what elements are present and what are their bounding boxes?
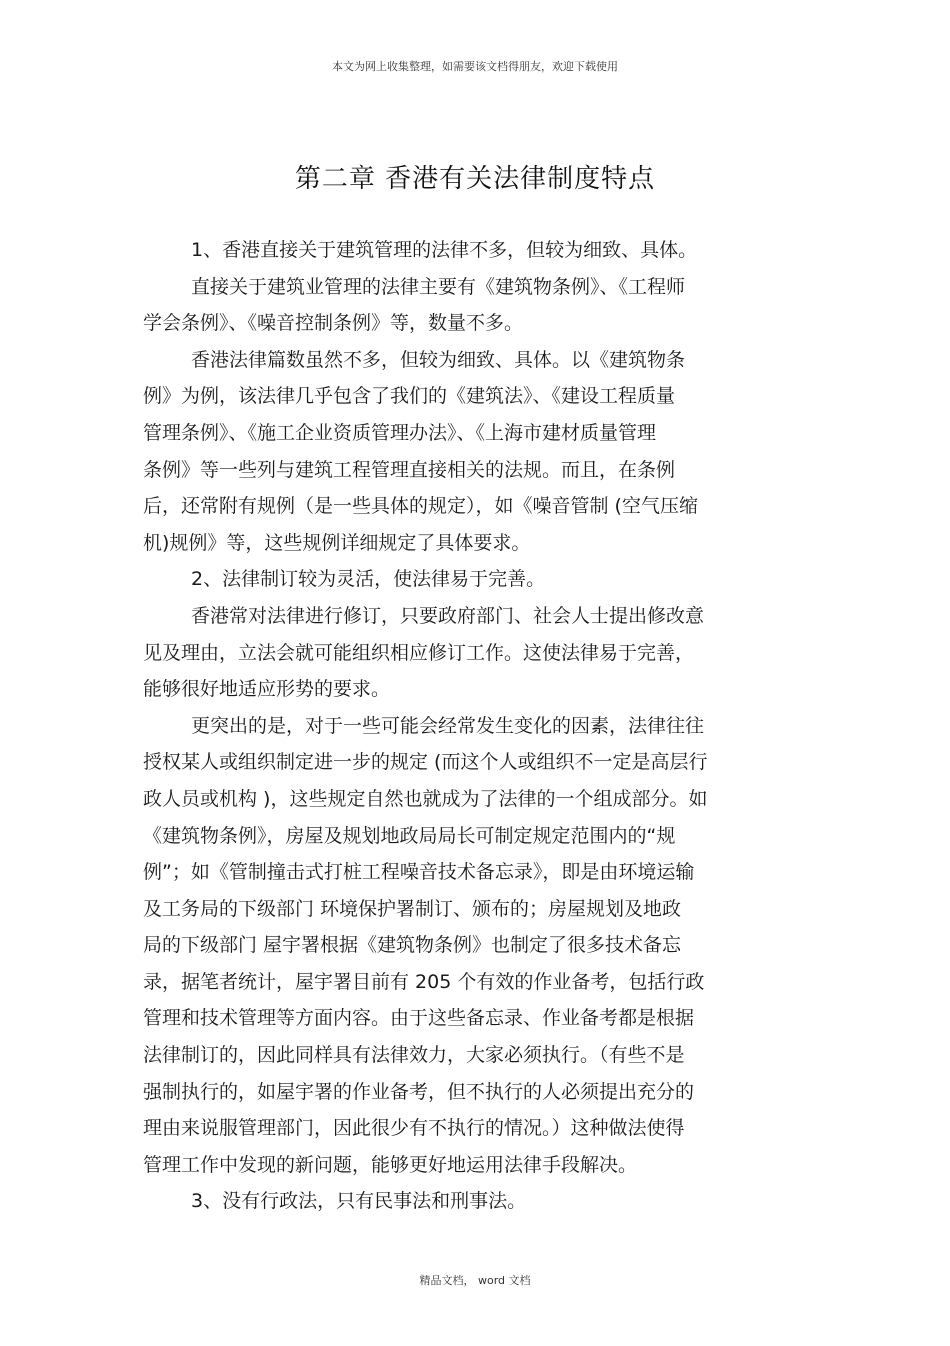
page-header-notice: 本文为网上收集整理，如需要该文档得朋友，欢迎下载使用 [332, 60, 618, 73]
paragraph-line: 见及理由，立法会就可能组织相应修订工作。这使法律易于完善， [143, 641, 695, 664]
paragraph-line: 直接关于建筑业管理的法律主要有《建筑物条例》、《工程师 [191, 275, 686, 298]
paragraph-line: 更突出的是，对于一些可能会经常发生变化的因素，法律往往 [191, 714, 705, 737]
paragraph-line: 及工务局的下级部门 环境保护署制订、颁布的；房屋规划及地政 [143, 897, 682, 920]
paragraph-line: 授权某人或组织制定进一步的规定 (而这个人或组织不一定是高层行 [143, 751, 708, 774]
paragraph-line: 法律制订的，因此同样具有法律效力，大家必须执行。（有些不是 [143, 1044, 685, 1067]
paragraph-line: 录，据笔者统计，屋宇署目前有 205 个有效的作业备考，包括行政 [143, 970, 705, 993]
paragraph-line: 局的下级部门 屋宇署根据《建筑物条例》也制定了很多技术备忘 [143, 934, 682, 957]
section-heading-1: 1、香港直接关于建筑管理的法律不多，但较为细致、具体。 [191, 239, 698, 261]
section-heading-2: 2、法律制订较为灵活，使法律易于完善。 [191, 568, 546, 591]
paragraph-line: 管理条例》、《施工企业资质管理办法》、《上海市建材质量管理 [143, 421, 657, 444]
paragraph-line: 《建筑物条例》，房屋及规划地政局局长可制定规定范围内的“规 [143, 824, 676, 847]
paragraph-line: 政人员或机构 )，这些规定自然也就成为了法律的一个组成部分。如 [143, 787, 708, 810]
paragraph-line: 例》为例，该法律几乎包含了我们的《建筑法》、《建设工程质量 [143, 385, 676, 408]
paragraph-line: 能够很好地适应形势的要求。 [143, 678, 391, 701]
paragraph-line: 理由来说服管理部门，因此很少有不执行的情况。）这种做法使得 [143, 1117, 685, 1140]
chapter-title: 第二章 香港有关法律制度特点 [294, 164, 656, 194]
paragraph-line: 机)规例》等，这些规例详细规定了具体要求。 [143, 531, 531, 554]
paragraph-line: 香港法律篇数虽然不多，但较为细致、具体。以《建筑物条 [191, 348, 686, 371]
paragraph-line: 香港常对法律进行修订，只要政府部门、社会人士提出修改意 [191, 604, 705, 627]
paragraph-line: 后，还常附有规例（是一些具体的规定），如《噪音管制 (空气压缩 [143, 495, 698, 518]
paragraph-line: 例”；如《管制撞击式打桩工程噪音技术备忘录》，即是由环境运输 [143, 861, 695, 884]
section-heading-3: 3、没有行政法，只有民事法和刑事法。 [191, 1190, 527, 1213]
paragraph-line: 管理和技术管理等方面内容。由于这些备忘录、作业备考都是根据 [143, 1007, 695, 1030]
page-footer: 精品文档， word 文档 [419, 1274, 531, 1287]
paragraph-line: 强制执行的，如屋宇署的作业备考，但不执行的人必须提出充分的 [143, 1080, 695, 1103]
paragraph-line: 学会条例》、《噪音控制条例》等，数量不多。 [143, 312, 524, 335]
paragraph-line: 管理工作中发现的新问题，能够更好地运用法律手段解决。 [143, 1153, 638, 1176]
paragraph-line: 条例》等一些列与建筑工程管理直接相关的法规。而且，在条例 [143, 458, 676, 481]
document-body [143, 232, 803, 1220]
